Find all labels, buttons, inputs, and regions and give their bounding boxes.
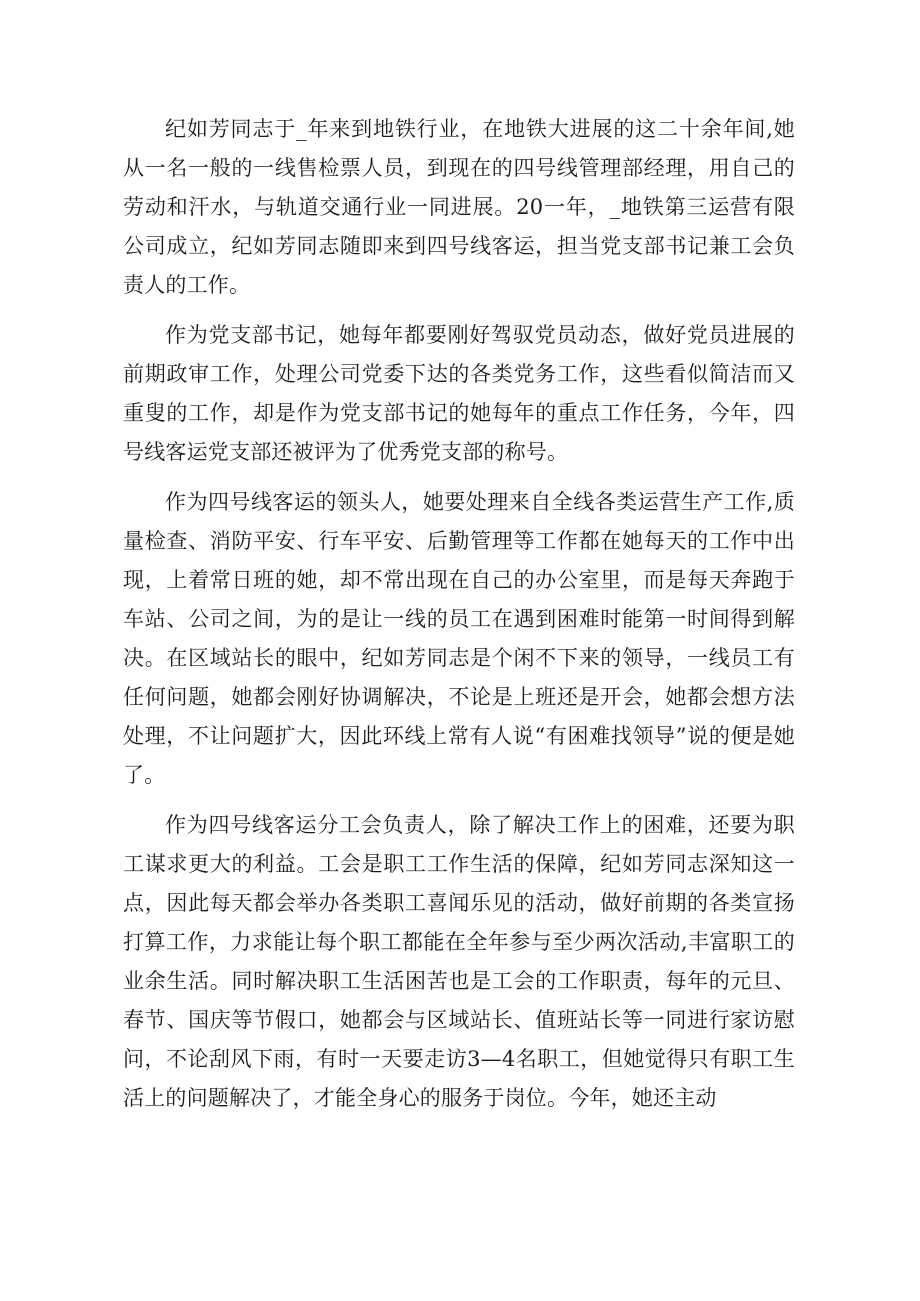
paragraph-2: 作为党支部书记，她每年都要刚好驾驭党员动态，做好党员进展的前期政审工作，处理公司党委下达的各类党务工作，这些看似简洁而又重叟的工作，却是作为党支部书记的她每年的重点工作任务，今年，四号线客运党支部还被评为了优秀党支部的称号。: [123, 323, 795, 464]
document-body: [123, 110, 795, 1129]
paragraph-3: 作为四号线客运的领头人，她要处理来自全线各类运营生产工作,质量检查、消防平安、行车平安、后勤管理等工作都在她每天的工作中出现，上着常日班的她，却不常出现在自己的办公室里，而是每天奔跑于车站、公司之间，为的是让一线的员工在遇到困难时能第一时间得到解决。在区域站长的眼中，纪如芳同志是个闲不下来的领导，一线员工有任何问题，她都会刚好协调解决，不论是上班还是开会，她都会想方法处理，不让问题扩大，因此环线上常有人说“有困难找领导”说的便是她了。: [123, 490, 795, 787]
paragraph-4: 作为四号线客运分工会负责人，除了解决工作上的困难，还要为职工谋求更大的利益。工会是职工工作生活的保障，纪如芳同志深知这一点，因此每天都会举办各类职工喜闻乐见的活动，做好前期的各类宣扬打算工作，力求能让每个职工都能在全年参与至少两次活动,丰富职工的业余生活。同时解决职工生活困苦也是工会的工作职责，每年的元旦、春节、国庆等节假口，她都会与区域站长、值班站长等一同进行家访慰问，不论刮风下雨，有时一天要走访3—4名职工，但她觉得只有职工生活上的问题解决了，才能全身心的服务于岗位。今年，她还主动: [123, 813, 795, 1110]
paragraph-1: 纪如芳同志于_年来到地铁行业，在地铁大进展的这二十余年间,她从一名一般的一线售检票人员，到现在的四号线管理部经理，用自己的劳动和汗水，与轨道交通行业一同进展。20一年，_地铁第三运营有限公司成立，纪如芳同志随即来到四号线客运，担当党支部书记兼工会负责人的工作。: [123, 117, 795, 297]
